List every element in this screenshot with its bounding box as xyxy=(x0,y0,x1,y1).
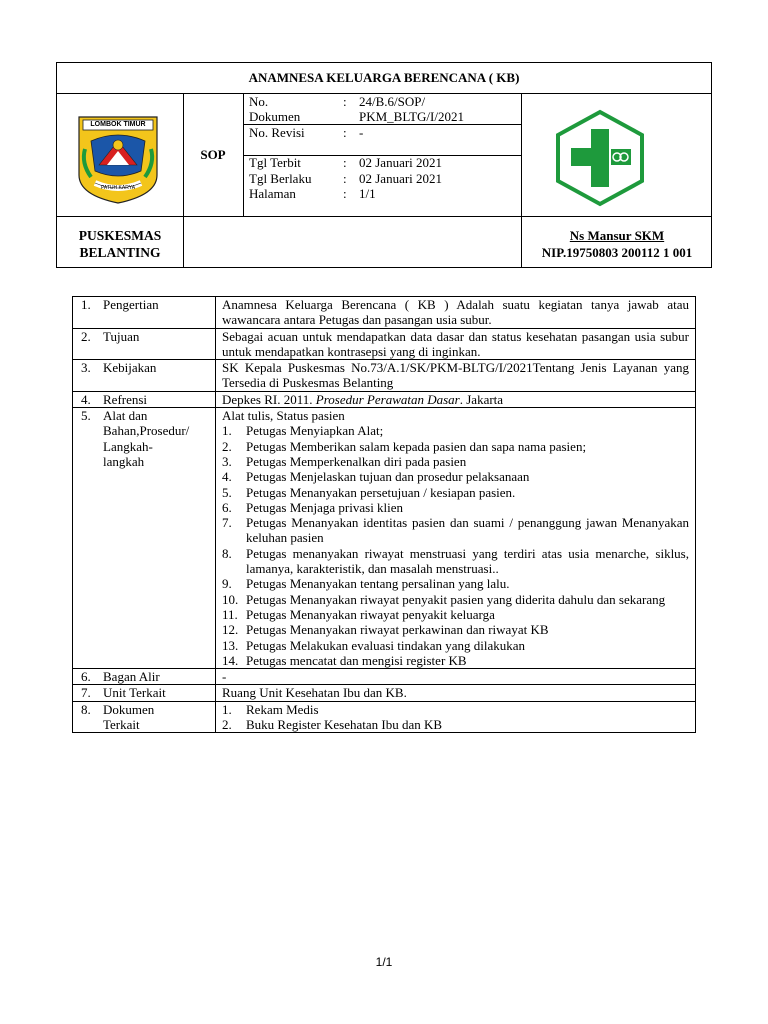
row-key: 5. Alat dan Bahan,Prosedur/ Langkah- langkah xyxy=(73,408,216,669)
meta-label: No. Revisi xyxy=(249,125,305,140)
page-number: 1/1 xyxy=(375,955,393,969)
list-item xyxy=(222,717,689,732)
meta-value: - xyxy=(359,125,364,140)
list-item xyxy=(222,515,689,546)
list-item-number: 13. xyxy=(222,637,239,653)
table-row xyxy=(73,391,696,407)
table-row xyxy=(73,669,696,685)
puskesmas-line: PUSKESMAS xyxy=(78,228,162,243)
list-item-text: Petugas Menanyakan riwayat perkawinan dan riwayat KB xyxy=(246,622,549,638)
list-item-text: Rekam Medis xyxy=(246,701,319,717)
list-item xyxy=(222,622,689,637)
list-item xyxy=(222,576,689,591)
list-item-text: Petugas Menyiapkan Alat; xyxy=(246,423,384,439)
procedure-intro: Alat tulis, Status pasien xyxy=(222,408,345,424)
meta-colon: : xyxy=(343,186,347,201)
list-item-text: Buku Register Kesehatan Ibu dan KB xyxy=(246,717,443,733)
row-value-procedure xyxy=(216,408,696,669)
meta-label: No. xyxy=(249,94,269,109)
list-item xyxy=(222,546,689,577)
list-item-number: 2. xyxy=(222,438,232,454)
list-item xyxy=(222,592,689,607)
list-item-number: 10. xyxy=(222,591,239,607)
puskesmas-line: BELANTING xyxy=(79,245,161,260)
list-item xyxy=(222,607,689,622)
meta-value: 02 Januari 2021 xyxy=(359,171,443,186)
meta-value: 02 Januari 2021 xyxy=(359,155,443,170)
row-key: 8. Dokumen Terkait xyxy=(73,701,216,733)
list-item-text: Petugas menanyakan riwayat menstruasi yang terdiri atas usia menarche, siklus, lamanya, karakteristik, dan masalah menstruasi.. xyxy=(246,545,689,577)
sop-content-table xyxy=(72,296,696,733)
header-divider xyxy=(183,93,184,267)
puskesmas-logo xyxy=(551,109,649,207)
row-value-unit: Ruang Unit Kesehatan Ibu dan KB. xyxy=(216,685,696,701)
row-key: 7. Unit Terkait xyxy=(73,685,216,701)
signer-nip: NIP.19750803 200112 1 001 xyxy=(541,245,693,260)
procedure-steps xyxy=(222,423,689,668)
list-item-number: 14. xyxy=(222,652,239,668)
table-row xyxy=(73,328,696,360)
list-item-number: 2. xyxy=(222,717,232,733)
list-item-text: Petugas Menanyakan tentang persalinan yang lalu. xyxy=(246,576,510,592)
meta-label: Dokumen xyxy=(249,109,301,124)
sop-header xyxy=(56,62,712,268)
list-item-number: 8. xyxy=(222,545,232,561)
signer-name: Ns Mansur SKM xyxy=(569,228,665,243)
list-item-text: Petugas Memberikan salam kepada pasien dan sapa nama pasien; xyxy=(246,438,587,454)
list-item-text: Petugas Menjaga privasi klien xyxy=(246,499,404,515)
meta-label: Tgl Terbit xyxy=(249,155,301,170)
meta-colon: : xyxy=(343,125,347,140)
list-item-number: 3. xyxy=(222,453,232,469)
list-item-text: Petugas mencatat dan mengisi register KB xyxy=(246,652,467,668)
list-item-text: Petugas Menanyakan persetujuan / kesiapan pasien. xyxy=(246,484,516,500)
list-item-text: Petugas Melakukan evaluasi tindakan yang dilakukan xyxy=(246,637,526,653)
header-divider xyxy=(57,216,711,217)
sop-label: SOP xyxy=(200,147,226,162)
table-row xyxy=(73,408,696,669)
meta-value: 24/B.6/SOP/ xyxy=(359,94,426,109)
list-item xyxy=(222,439,689,454)
list-item-number: 11. xyxy=(222,606,238,622)
row-key: 2. Tujuan xyxy=(73,328,216,360)
row-value-pengertian: Anamnesa Keluarga Berencana ( KB ) Adalah suatu kegiatan tanya jawab atau wawancara antara Petugas dan pasangan usia subur. xyxy=(216,297,696,329)
row-value-dokumen xyxy=(216,701,696,733)
meta-value: 1/1 xyxy=(359,186,376,201)
list-item xyxy=(222,702,689,717)
meta-colon: : xyxy=(343,171,347,186)
list-item-number: 9. xyxy=(222,576,232,592)
list-item-number: 1. xyxy=(222,701,232,717)
meta-label: Tgl Berlaku xyxy=(249,171,312,186)
list-item-text: Petugas Menjelaskan tujuan dan prosedur pelaksanaan xyxy=(246,469,530,485)
list-item xyxy=(222,469,689,484)
list-item xyxy=(222,653,689,668)
list-item xyxy=(222,423,689,438)
list-item xyxy=(222,500,689,515)
list-item-number: 1. xyxy=(222,423,232,439)
list-item-text: Petugas Menanyakan riwayat penyakit keluarga xyxy=(246,606,495,622)
meta-label: Halaman xyxy=(249,186,296,201)
document-title: ANAMNESA KELUARGA BERENCANA ( KB) xyxy=(248,70,520,85)
meta-colon: : xyxy=(343,155,347,170)
lombok-timur-crest xyxy=(77,115,159,205)
list-item-number: 7. xyxy=(222,515,232,531)
list-item-text: Petugas Menanyakan identitas pasien dan suami / penanggung jawan Menanyakan keluhan pasien xyxy=(246,515,689,546)
row-key: 4. Refrensi xyxy=(73,391,216,407)
row-value-bagan: - xyxy=(216,669,696,685)
row-value-referensi: Depkes RI. 2011. Prosedur Perawatan Dasar. Jakarta xyxy=(216,391,696,407)
list-item xyxy=(222,454,689,469)
table-row xyxy=(73,701,696,733)
related-documents xyxy=(222,702,689,733)
list-item-number: 5. xyxy=(222,484,232,500)
table-row xyxy=(73,685,696,701)
crest-banner-text: LOMBOK TIMUR xyxy=(90,121,146,128)
list-item-number: 6. xyxy=(222,499,232,515)
row-key: 3. Kebijakan xyxy=(73,360,216,392)
meta-value: PKM_BLTG/I/2021 xyxy=(359,109,464,124)
table-row xyxy=(73,297,696,329)
signer-block xyxy=(521,227,713,261)
list-item-text: Petugas Memperkenalkan diri pada pasien xyxy=(246,453,467,469)
row-value-kebijakan: SK Kepala Puskesmas No.73/A.1/SK/PKM-BLTG/I/2021Tentang Jenis Layanan yang Tersedia di Puskesmas Belanting xyxy=(216,360,696,392)
list-item-number: 4. xyxy=(222,469,232,485)
row-key: 6. Bagan Alir xyxy=(73,669,216,685)
crest-motto-text: PATUH KARYA xyxy=(100,185,136,191)
puskesmas-name xyxy=(57,227,183,261)
list-item xyxy=(222,638,689,653)
row-value-tujuan: Sebagai acuan untuk mendapatkan data dasar dan status kesehatan pasangan usia subur untuk mendapatkan kontrasepsi yang di inginkan. xyxy=(216,328,696,360)
list-item-text: Petugas Menanyakan riwayat penyakit pasien yang diderita dahulu dan sekarang xyxy=(246,591,666,607)
list-item xyxy=(222,485,689,500)
meta-colon: : xyxy=(343,94,347,109)
list-item-number: 12. xyxy=(222,622,239,638)
table-row xyxy=(73,360,696,392)
row-key: 1. Pengertian xyxy=(73,297,216,329)
puskesmas-cross-icon xyxy=(551,109,649,207)
